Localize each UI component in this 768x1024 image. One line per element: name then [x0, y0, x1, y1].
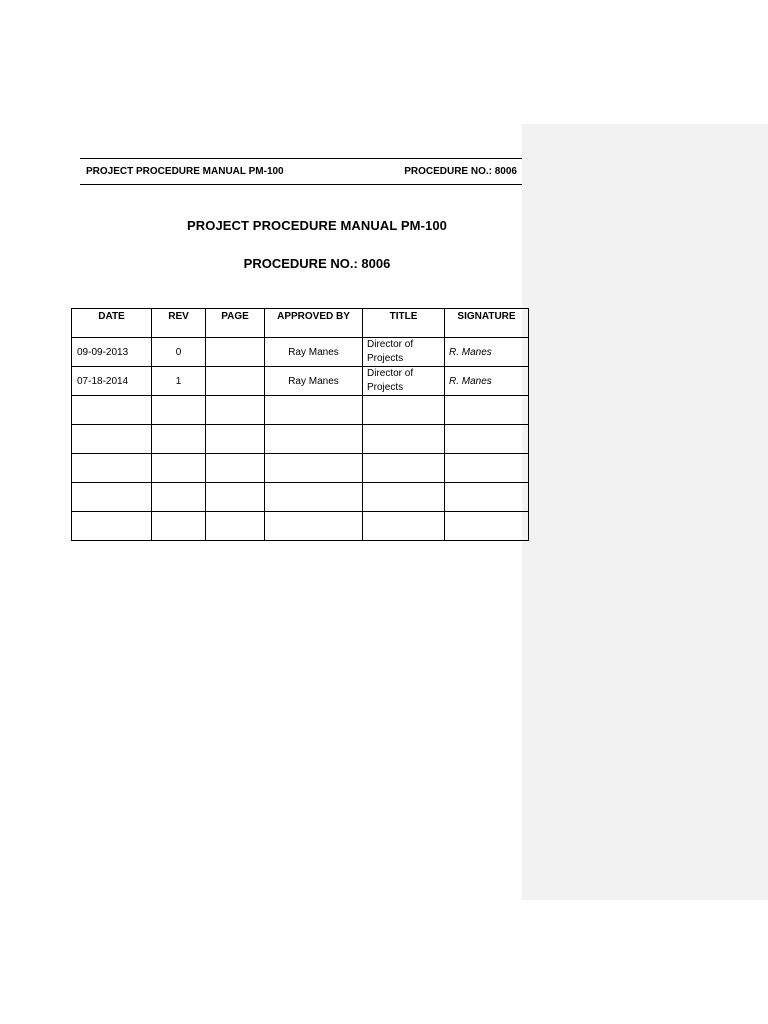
cell-rev: 0: [152, 338, 206, 367]
empty-cell: [72, 425, 152, 454]
empty-cell: [152, 425, 206, 454]
running-header: [80, 158, 522, 185]
cell-page: [206, 367, 265, 396]
empty-cell: [152, 483, 206, 512]
cell-date: 09-09-2013: [72, 338, 152, 367]
empty-cell: [206, 454, 265, 483]
empty-cell: [363, 483, 445, 512]
cell-approved-by: Ray Manes: [265, 338, 363, 367]
empty-cell: [363, 396, 445, 425]
table-row: [72, 338, 529, 367]
cell-signature: R. Manes: [445, 338, 529, 367]
empty-table-row: [72, 483, 529, 512]
cell-title-line2: Projects: [367, 353, 404, 364]
column-header-approved-by: APPROVED BY: [265, 309, 363, 338]
empty-cell: [445, 396, 529, 425]
empty-cell: [206, 512, 265, 541]
cell-title-line1: Director of: [367, 339, 414, 350]
procedure-number-title: PROCEDURE NO.: 8006: [243, 256, 391, 271]
empty-cell: [363, 425, 445, 454]
empty-cell: [265, 454, 363, 483]
table-header-row: [72, 309, 529, 338]
cell-title-line1: Director of: [367, 368, 414, 379]
empty-cell: [265, 396, 363, 425]
cell-approved-by: Ray Manes: [265, 367, 363, 396]
cell-title: [363, 338, 445, 367]
empty-table-row: [72, 425, 529, 454]
empty-cell: [152, 396, 206, 425]
empty-table-row: [72, 396, 529, 425]
empty-cell: [445, 425, 529, 454]
cell-date: 07-18-2014: [72, 367, 152, 396]
cell-signature: R. Manes: [445, 367, 529, 396]
empty-cell: [265, 483, 363, 512]
cell-title: [363, 367, 445, 396]
empty-cell: [445, 454, 529, 483]
empty-cell: [152, 512, 206, 541]
header-procedure-number: PROCEDURE NO.: 8006: [404, 166, 517, 177]
empty-cell: [72, 483, 152, 512]
empty-table-row: [72, 512, 529, 541]
empty-cell: [265, 425, 363, 454]
empty-cell: [72, 512, 152, 541]
column-header-signature: SIGNATURE: [445, 309, 529, 338]
empty-cell: [445, 483, 529, 512]
cell-page: [206, 338, 265, 367]
column-header-rev: REV: [152, 309, 206, 338]
table-row: [72, 367, 529, 396]
empty-cell: [265, 512, 363, 541]
empty-cell: [363, 512, 445, 541]
document-title: PROJECT PROCEDURE MANUAL PM-100: [186, 218, 447, 233]
empty-cell: [72, 396, 152, 425]
column-header-page: PAGE: [206, 309, 265, 338]
empty-table-row: [72, 454, 529, 483]
empty-cell: [363, 454, 445, 483]
empty-cell: [206, 425, 265, 454]
cell-rev: 1: [152, 367, 206, 396]
empty-cell: [206, 483, 265, 512]
empty-cell: [152, 454, 206, 483]
empty-cell: [445, 512, 529, 541]
header-manual-title: PROJECT PROCEDURE MANUAL PM-100: [86, 166, 284, 177]
revision-table: [71, 308, 529, 541]
cell-title-line2: Projects: [367, 382, 404, 393]
empty-cell: [72, 454, 152, 483]
column-header-date: DATE: [72, 309, 152, 338]
empty-cell: [206, 396, 265, 425]
column-header-title: TITLE: [363, 309, 445, 338]
comment-pane: [522, 124, 768, 900]
